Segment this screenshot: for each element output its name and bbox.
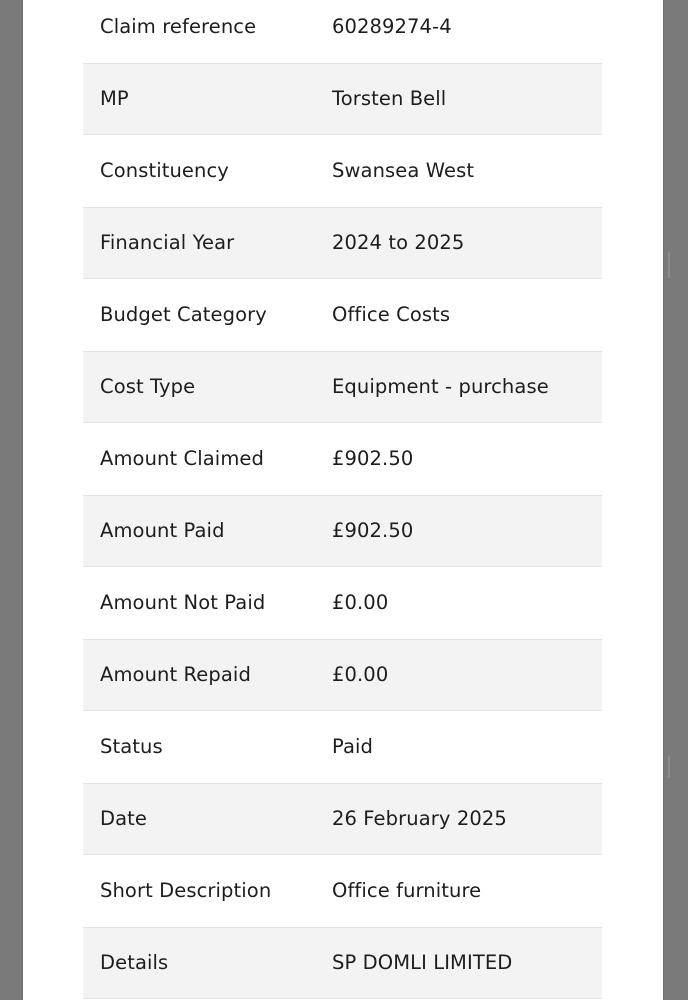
claim-detail-value: Office Costs xyxy=(332,303,451,327)
claim-detail-label: Financial Year xyxy=(100,231,235,255)
claim-detail-row xyxy=(83,495,602,567)
claim-detail-label: MP xyxy=(100,87,129,111)
claim-detail-label: Amount Paid xyxy=(100,519,225,543)
claim-detail-value: 2024 to 2025 xyxy=(332,231,465,255)
claim-detail-label: Claim reference xyxy=(100,15,257,39)
claim-detail-row xyxy=(83,711,602,783)
claim-detail-value: £0.00 xyxy=(332,591,389,615)
claim-detail-row xyxy=(83,423,602,495)
claim-detail-row xyxy=(83,0,602,63)
claim-detail-value: 26 February 2025 xyxy=(332,807,507,831)
claim-detail-label: Details xyxy=(100,951,169,975)
claim-detail-value: 60289274-4 xyxy=(332,15,452,39)
claim-detail-label: Amount Claimed xyxy=(100,447,264,471)
claim-detail-label: Short Description xyxy=(100,879,272,903)
claim-detail-value: Equipment - purchase xyxy=(332,375,549,399)
scrollbar-thumb-mark-lower xyxy=(668,756,670,778)
claim-detail-row xyxy=(83,783,602,855)
claim-detail-value: Torsten Bell xyxy=(332,87,447,111)
claim-detail-row xyxy=(83,207,602,279)
claim-detail-row xyxy=(83,63,602,135)
claim-detail-value: Office furniture xyxy=(332,879,482,903)
claim-detail-label: Amount Repaid xyxy=(100,663,251,687)
claim-detail-label: Date xyxy=(100,807,148,831)
document-page xyxy=(23,0,663,1000)
claim-detail-label: Amount Not Paid xyxy=(100,591,266,615)
claim-detail-value: SP DOMLI LIMITED xyxy=(332,951,513,975)
claim-detail-value: £902.50 xyxy=(332,519,414,543)
claim-detail-label: Constituency xyxy=(100,159,229,183)
claim-detail-row xyxy=(83,927,602,999)
claim-detail-row xyxy=(83,639,602,711)
claim-detail-row xyxy=(83,855,602,927)
left-page-gutter[interactable] xyxy=(0,0,23,1000)
claim-detail-row xyxy=(83,135,602,207)
claim-detail-row xyxy=(83,279,602,351)
claim-details-table xyxy=(83,0,602,999)
claim-detail-label: Status xyxy=(100,735,163,759)
claim-detail-value: Swansea West xyxy=(332,159,475,183)
claim-detail-row xyxy=(83,567,602,639)
claim-detail-value: £902.50 xyxy=(332,447,414,471)
claim-detail-label: Budget Category xyxy=(100,303,267,327)
claim-detail-value: £0.00 xyxy=(332,663,389,687)
claim-detail-label: Cost Type xyxy=(100,375,196,399)
claim-detail-value: Paid xyxy=(332,735,374,759)
scrollbar-thumb-mark-upper xyxy=(668,252,670,278)
claim-detail-row xyxy=(83,351,602,423)
right-scrollbar-gutter[interactable] xyxy=(663,0,688,1000)
